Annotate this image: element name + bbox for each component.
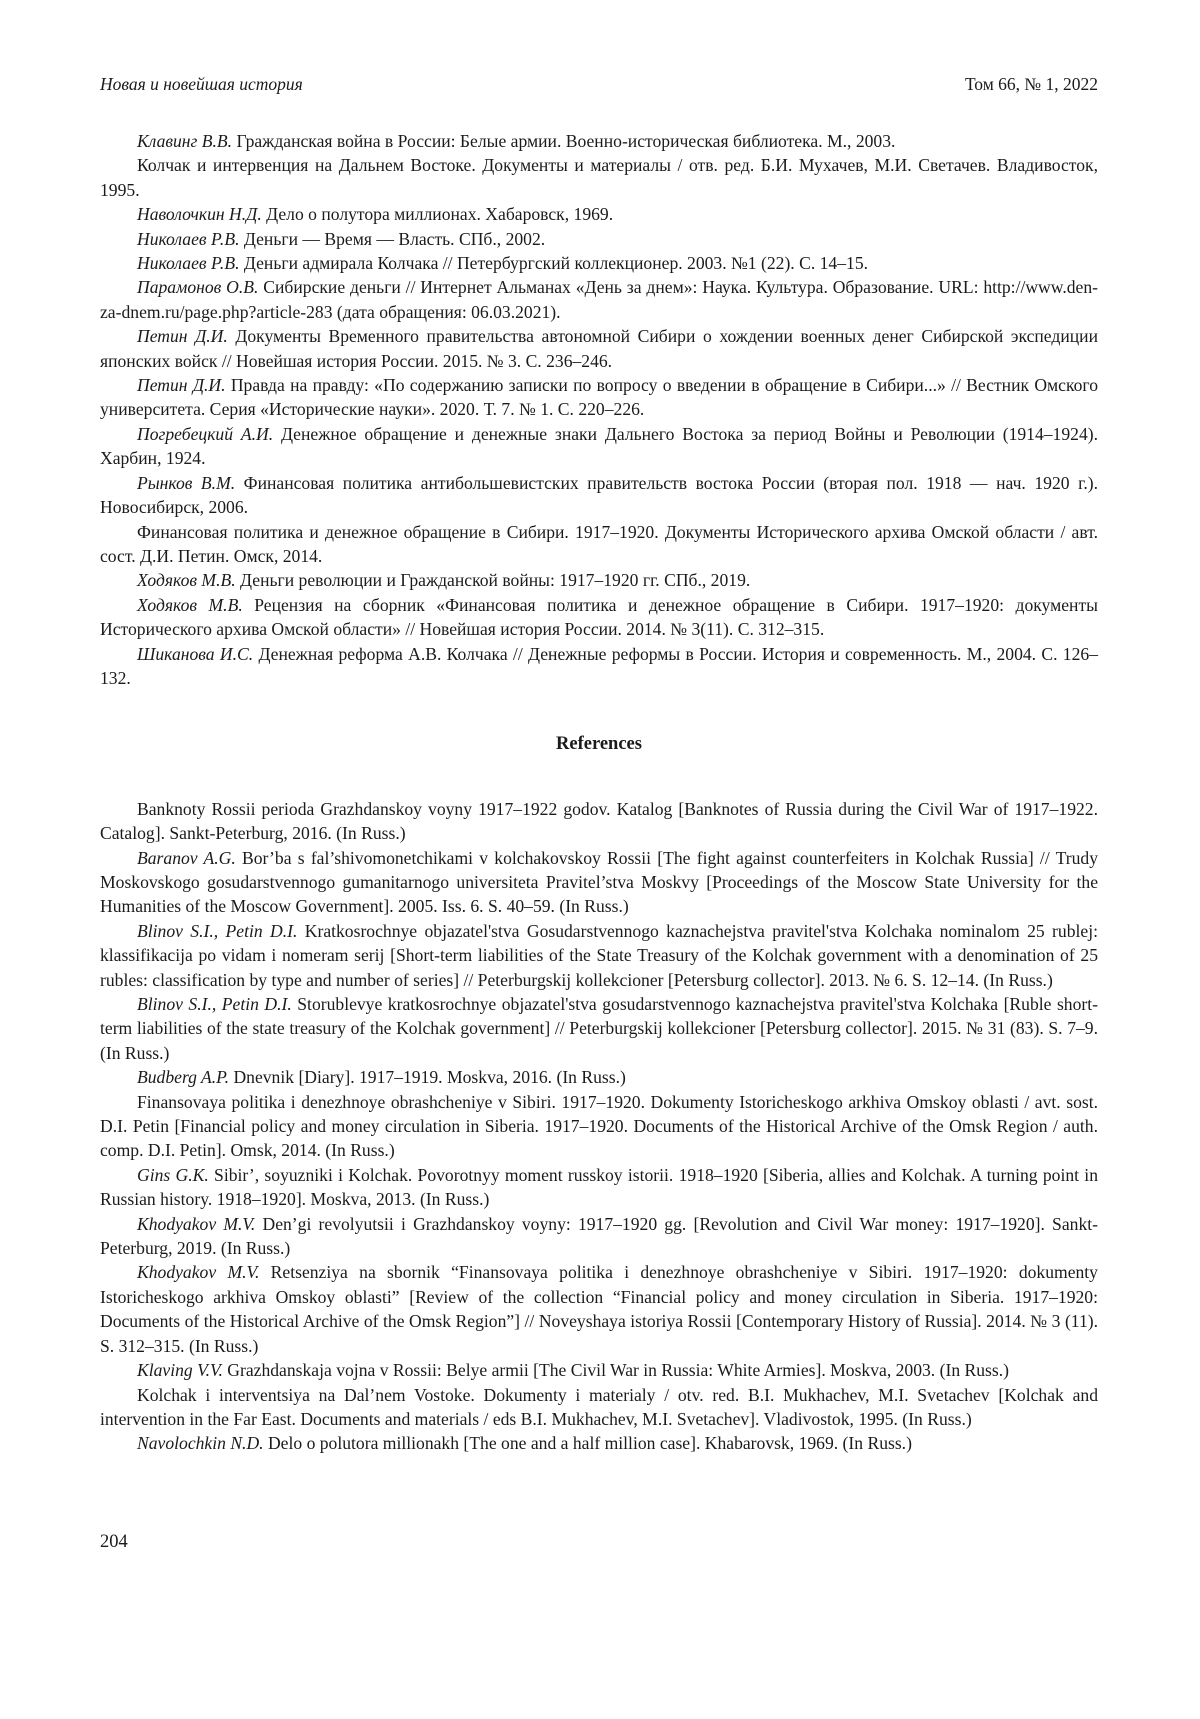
page-number: 204 (100, 1532, 128, 1552)
reference-entry (100, 992, 1098, 1065)
journal-title: Новая и новейшая история (100, 74, 303, 94)
entry-text: Banknoty Rossii perioda Grazhdanskoy voyny 1917–1922 godov. Katalog [Banknotes of Russia during the Civil War of 1917–1922. Catalog]. Sankt-Peterburg, 2016. (In Russ.) (100, 798, 1098, 844)
entry-author: Наволочкин Н.Д. (137, 204, 262, 225)
entry-author: Рынков В.М. (137, 472, 236, 493)
entry-author: Klaving V.V. (137, 1360, 223, 1381)
entry-text: Den’gi revolyutsii i Grazhdanskoy voyny: 1917–1920 gg. [Revolution and Civil War money: 1917–1920]. Sankt-Peterburg, 2019. (In Russ.) (100, 1213, 1098, 1259)
entry-text: Рецензия на сборник «Финансовая политика и денежное обращение в Сибири. 1917–1920: документы Исторического архива Омской области» // Новейшая история России. 2014. № 3(11). С. 312–315. (100, 594, 1098, 640)
reference-entry (100, 846, 1098, 919)
entry-author: Николаев Р.В. (137, 228, 240, 249)
reference-entry (100, 1358, 1098, 1382)
entry-text: Kratkosrochnye objazatel'stva Gosudarstvennogo kaznachejstva pravitel'stva Kolchaka nominalom 25 rublej: klassifikacija po vidam i nomeram serij [Short-term liabilities of the State Treasury of the Kolchak government with a denomination of 25 rubles: classification by type and number of series] // Peterburgskij kollekcioner [Petersburg collector]. 2013. № 6. S. 12–14. (In Russ.) (100, 920, 1098, 990)
entry-author: Ходяков М.В. (137, 570, 236, 591)
entry-author: Погребецкий А.И. (137, 423, 274, 444)
bibliography-entry (100, 202, 1098, 226)
reference-entry (100, 1383, 1098, 1432)
issue-info: Том 66, № 1, 2022 (964, 74, 1098, 94)
entry-text: Деньги — Время — Власть. СПб., 2002. (243, 228, 546, 249)
entry-text: Delo o polutora millionakh [The one and a half million case]. Khabarovsk, 1969. (In Russ.) (267, 1433, 912, 1454)
entry-text: Дело о полутора миллионах. Хабаровск, 1969. (266, 204, 614, 225)
bibliography-entry (100, 275, 1098, 324)
entry-author: Baranov A.G. (137, 847, 236, 868)
entry-author: Шиканова И.С. (137, 643, 254, 664)
entry-author: Blinov S.I., Petin D.I. (137, 994, 292, 1014)
entry-text: Finansovaya politika i denezhnoye obrashcheniye v Sibiri. 1917–1920. Dokumenty Istoricheskogo arkhiva Omskoy oblasti / avt. sost. D.I. Petin [Financial policy and money circulation in Siberia. 1917–1920. Documents of the Historical Archive of the Omsk Region / auth. comp. D.I. Petin]. Omsk, 2014. (In Russ.) (100, 1091, 1098, 1161)
bibliography-entry (100, 471, 1098, 520)
entry-author: Николаев Р.В. (137, 253, 240, 274)
running-head (100, 74, 1098, 95)
references-heading: References (556, 734, 642, 755)
entry-author: Клавинг В.В. (137, 131, 233, 151)
entry-author: Gins G.K. (137, 1164, 209, 1185)
reference-entry (100, 797, 1098, 846)
entry-author: Khodyakov M.V. (137, 1262, 260, 1283)
entry-text: Grazhdanskaja vojna v Rossii: Belye armii [The Civil War in Russia: White Armies]. Moskva, 2003. (In Russ.) (227, 1360, 1009, 1381)
reference-entry (100, 1260, 1098, 1358)
reference-entry (100, 1090, 1098, 1163)
entry-author: Khodyakov M.V. (137, 1213, 256, 1234)
entry-text: Финансовая политика и денежное обращение в Сибири. 1917–1920. Документы Исторического архива Омской области / авт. сост. Д.И. Петин. Омск, 2014. (100, 521, 1098, 566)
entry-text: Деньги революции и Гражданской войны: 1917–1920 гг. СПб., 2019. (240, 570, 751, 591)
bibliography-entry (100, 251, 1098, 275)
entry-text: Dnevnik [Diary]. 1917–1919. Moskva, 2016. (In Russ.) (233, 1067, 626, 1088)
entry-text: Kolchak i interventsiya na Dal’nem Vostoke. Dokumenty i materialy / otv. red. B.I. Mukhachev, M.I. Svetachev [Kolchak and intervention in the Far East. Documents and materials / eds B.I. Mukhachev, M.I. Svetachev]. Vladivostok, 1995. (In Russ.) (100, 1384, 1098, 1429)
bibliography-entry (100, 642, 1098, 691)
bibliography-entry (100, 373, 1098, 422)
entry-text: Денежная реформа А.В. Колчака // Денежные реформы в России. История и современность. М., 2004. С. 126–132. (100, 643, 1098, 688)
entry-text: Bor’ba s fal’shivomonetchikami v kolchakovskoy Rossii [The fight against counterfeiters in Kolchak Russia] // Trudy Moskovskogo gosudarstvennogo gumanitarnogo universiteta Pravitel’stva Moskvy [Proceedings of the Moscow State University for the Humanities of the Moscow Government]. 2005. Iss. 6. S. 40–59. (In Russ.) (100, 847, 1099, 917)
entry-author: Парамонов О.В. (137, 277, 259, 298)
bibliography-entry (100, 153, 1098, 202)
reference-entry (100, 1431, 1098, 1455)
entry-text: Деньги адмирала Колчака // Петербургский коллекционер. 2003. №1 (22). С. 14–15. (243, 253, 869, 274)
entry-author: Ходяков М.В. (137, 594, 243, 615)
entry-text: Денежное обращение и денежные знаки Дальнего Востока за период Войны и Революции (1914–1924). Харбин, 1924. (100, 423, 1098, 469)
entry-author: Blinov S.I., Petin D.I. (137, 920, 298, 941)
bibliography-entry (100, 568, 1098, 592)
entry-author: Budberg A.P. (137, 1067, 230, 1088)
entry-author: Петин Д.И. (137, 326, 228, 347)
entry-author: Navolochkin N.D. (137, 1433, 264, 1454)
entry-text: Storublevye kratkosrochnye objazatel'stva gosudarstvennogo kaznachejstva pravitel'stva Kolchaka [Ruble short-term liabilities of the state treasury of the Kolchak government] // Peterburgskij kollekcioner [Petersburg collector]. 2015. № 31 (83). S. 7–9. (In Russ.) (100, 994, 1098, 1063)
references-section (100, 797, 1098, 1456)
entry-text: Sibir’, soyuzniki i Kolchak. Povorotnyy moment russkoy istorii. 1918–1920 [Siberia, allies and Kolchak. A turning point in Russian history. 1918–1920]. Moskva, 2013. (In Russ.) (100, 1164, 1098, 1210)
bibliography-entry (100, 227, 1098, 251)
entry-text: Сибирские деньги // Интернет Альманах «День за днем»: Наука. Культура. Образование. URL: http://www.den-za-dnem.ru/page.php?article-283 (дата обращения: 06.03.2021). (100, 277, 1098, 322)
entry-text: Документы Временного правительства автономной Сибири о хождении военных денег Сибирской экспедиции японских войск // Новейшая история России. 2015. № 3. С. 236–246. (100, 326, 1098, 371)
bibliography-section (100, 129, 1098, 690)
entry-text: Retsenziya na sbornik “Finansovaya politika i denezhnoye obrashcheniye v Sibiri. 1917–1920: dokumenty Istoricheskogo arkhiva Omskoy oblasti” [Review of the collection “Financial policy and money circulation in Siberia. 1917–1920: Documents of the Historical Archive of the Omsk Region”] // Noveyshaya istoriya Rossii [Contemporary History of Russia]. 2014. № 3 (11). S. 312–315. (In Russ.) (100, 1262, 1098, 1356)
reference-entry (100, 1065, 1098, 1089)
reference-entry (100, 1212, 1098, 1261)
page-content (100, 129, 1098, 1456)
entry-text: Гражданская война в России: Белые армии. Военно-историческая библиотека. М., 2003. (236, 131, 896, 151)
bibliography-entry (100, 593, 1098, 642)
bibliography-entry (100, 422, 1098, 471)
bibliography-entry (100, 324, 1098, 373)
entry-author: Петин Д.И. (137, 375, 226, 396)
reference-entry (100, 1163, 1098, 1212)
entry-text: Колчак и интервенция на Дальнем Востоке. Документы и материалы / отв. ред. Б.И. Мухачев, М.И. Светачев. Владивосток, 1995. (100, 155, 1098, 200)
bibliography-entry (100, 129, 1098, 153)
bibliography-entry (100, 520, 1098, 569)
entry-text: Правда на правду: «По содержанию записки по вопросу о введении в обращение в Сибири...» // Вестник Омского университета. Серия «Исторические науки». 2020. Т. 7. № 1. С. 220–226. (100, 375, 1099, 420)
reference-entry (100, 919, 1098, 992)
entry-text: Финансовая политика антибольшевистских правительств востока России (вторая пол. 1918 — нач. 1920 г.). Новосибирск, 2006. (100, 472, 1098, 518)
